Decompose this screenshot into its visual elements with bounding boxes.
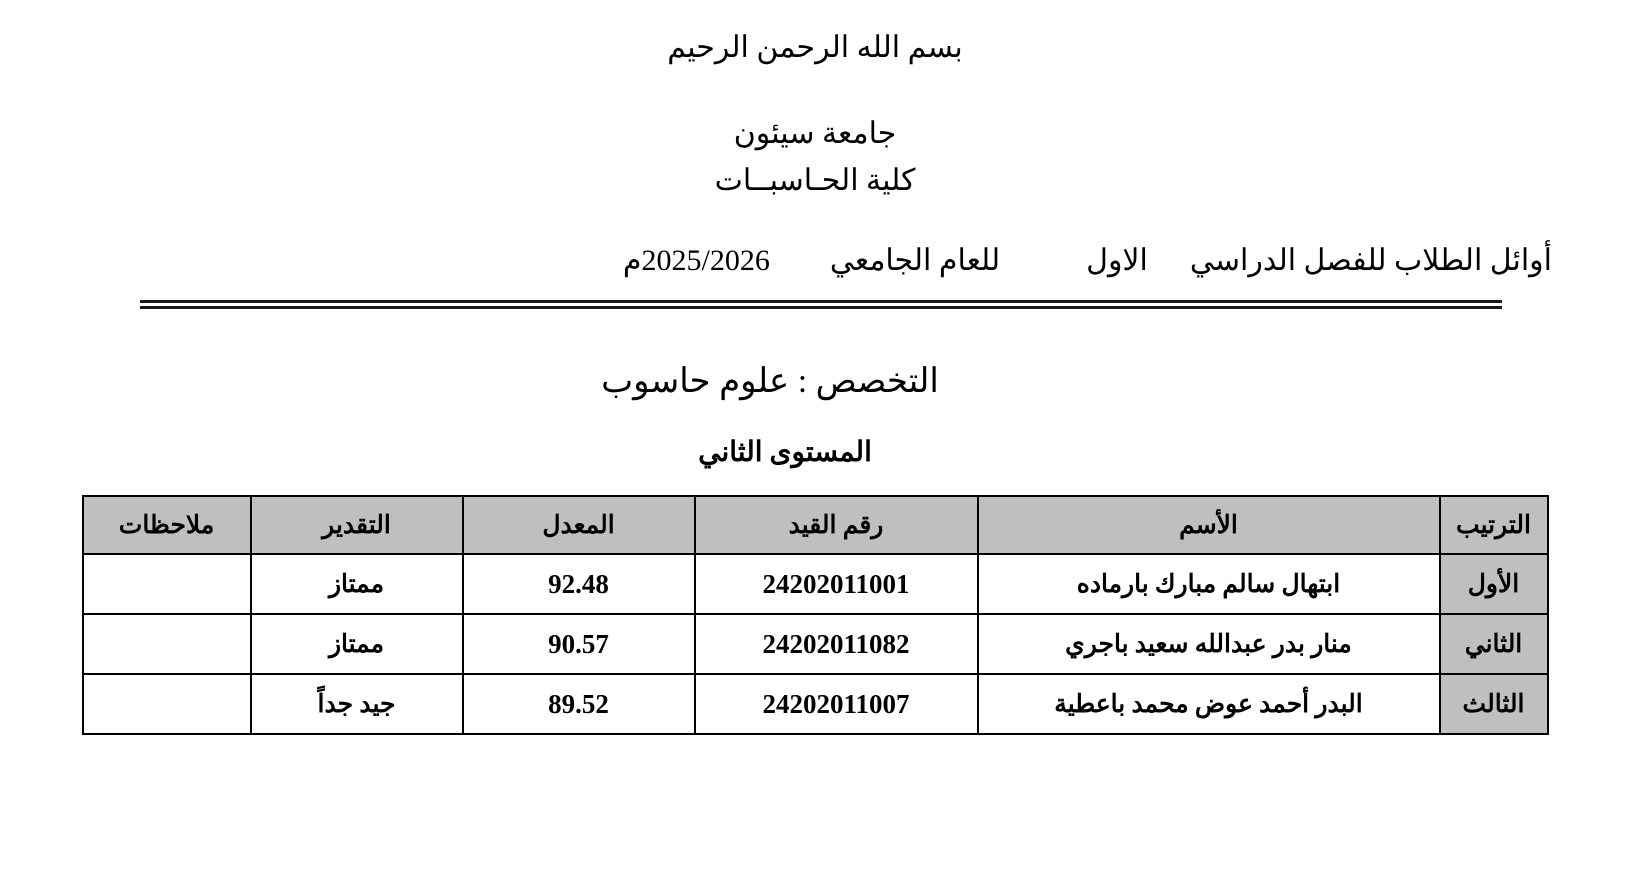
- cell-name: منار بدر عبدالله سعيد باجري: [978, 614, 1440, 674]
- cell-rank: الثاني: [1440, 614, 1548, 674]
- major-label: التخصص : علوم حاسوب: [601, 363, 939, 400]
- cell-name: البدر أحمد عوض محمد باعطية: [978, 674, 1440, 734]
- report-title: [70, 243, 1560, 278]
- cell-rank: الثالث: [1440, 674, 1548, 734]
- cell-notes: [83, 674, 251, 734]
- table-row: [83, 554, 1548, 614]
- column-header-notes: ملاحظات: [83, 496, 251, 554]
- column-header-id: رقم القيد: [695, 496, 978, 554]
- cell-grade: ممتاز: [251, 554, 463, 614]
- column-header-name: الأسم: [978, 496, 1440, 554]
- report-title-segment-3: للعام الجامعي: [829, 244, 1001, 277]
- cell-grade: ممتاز: [251, 614, 463, 674]
- column-header-average: المعدل: [463, 496, 695, 554]
- level-label: المستوى الثاني: [698, 437, 872, 468]
- table-header-row: [83, 496, 1548, 554]
- university-name: جامعة سيئون: [733, 117, 897, 150]
- report-title-segment-2: الاول: [1086, 244, 1148, 277]
- top-students-table: [82, 495, 1549, 735]
- cell-average: 89.52: [463, 674, 695, 734]
- faculty-name: كلية الحـاسبــات: [714, 163, 916, 197]
- basmala-line: بسم الله الرحمن الرحيم: [667, 31, 963, 64]
- table-row: [83, 614, 1548, 674]
- cell-rank: الأول: [1440, 554, 1548, 614]
- document-page: [0, 30, 1630, 890]
- cell-id: 24202011001: [695, 554, 978, 614]
- cell-id: 24202011082: [695, 614, 978, 674]
- cell-average: 90.57: [463, 614, 695, 674]
- report-title-segment-4: 2025/2026م: [622, 244, 770, 277]
- cell-notes: [83, 614, 251, 674]
- table-row: [83, 674, 1548, 734]
- column-header-grade: التقدير: [251, 496, 463, 554]
- cell-notes: [83, 554, 251, 614]
- column-header-rank: الترتيب: [1440, 496, 1548, 554]
- cell-id: 24202011007: [695, 674, 978, 734]
- cell-average: 92.48: [463, 554, 695, 614]
- report-title-segment-1: أوائل الطلاب للفصل الدراسي: [1189, 244, 1552, 277]
- cell-grade: جيد جداً: [251, 674, 463, 734]
- cell-name: ابتهال سالم مبارك بارماده: [978, 554, 1440, 614]
- header-divider: [140, 300, 1502, 309]
